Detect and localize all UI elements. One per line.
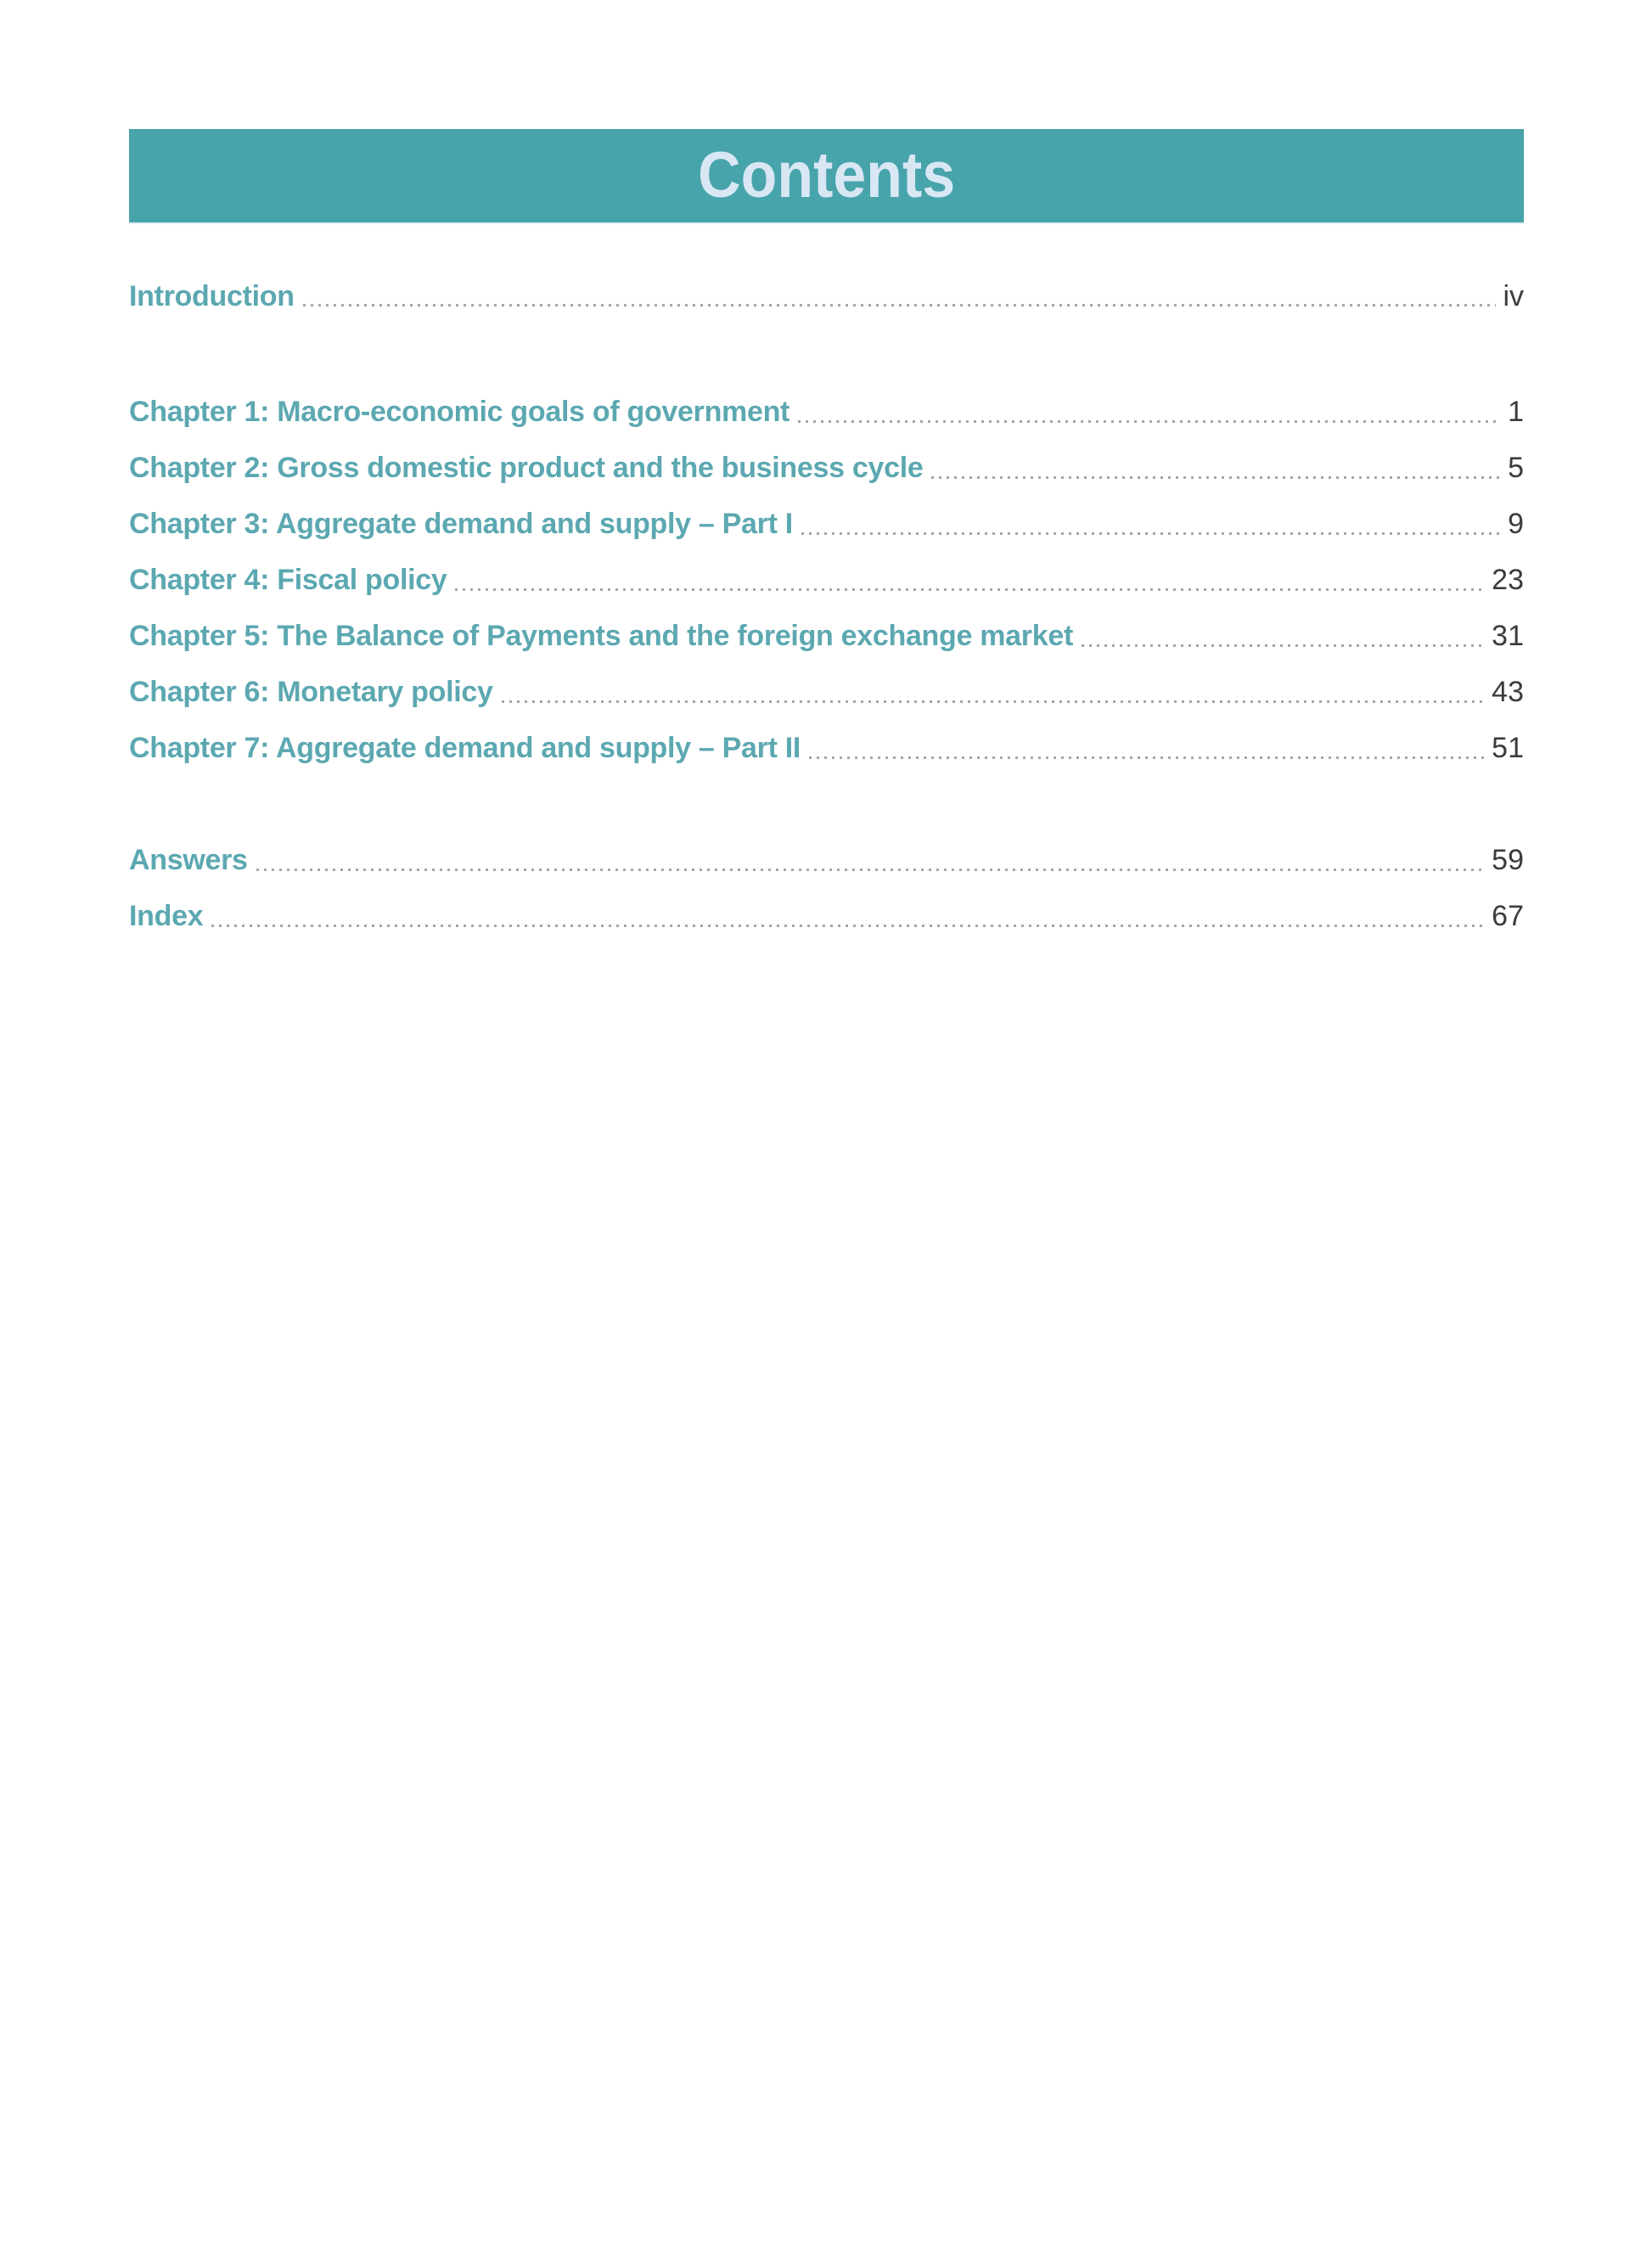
toc-row	[129, 440, 1524, 496]
toc-dot-leader	[502, 664, 1486, 720]
toc-dot-leader	[256, 832, 1486, 888]
toc-row	[129, 608, 1524, 664]
toc-dot-leader	[303, 277, 1497, 316]
toc-row	[129, 832, 1524, 888]
toc-dot-leader	[798, 384, 1501, 440]
toc-entry-label: Chapter 1: Macro-economic goals of government	[129, 396, 790, 428]
toc-entry-label: Answers	[129, 844, 248, 876]
toc-dot-leader	[931, 440, 1501, 496]
toc-entry-label: Chapter 4: Fiscal policy	[129, 564, 447, 596]
toc-row	[129, 496, 1524, 552]
toc-row	[129, 664, 1524, 720]
toc-page-number: 1	[1508, 396, 1524, 428]
page-title: Contents	[698, 139, 955, 211]
toc-dot-leader	[801, 496, 1501, 552]
toc-page-number: 31	[1492, 620, 1524, 652]
toc-back-matter	[129, 832, 1524, 944]
toc-chapters	[129, 384, 1524, 776]
toc-page-number: 23	[1492, 564, 1524, 596]
toc-row	[129, 888, 1524, 944]
toc-entry-label: Chapter 6: Monetary policy	[129, 676, 493, 708]
toc-dot-leader	[455, 552, 1485, 608]
toc-row	[129, 720, 1524, 776]
toc-row	[129, 277, 1524, 316]
toc-dot-leader	[809, 720, 1485, 776]
contents-banner	[129, 129, 1524, 222]
toc-entry-label: Introduction	[129, 280, 295, 312]
table-of-contents	[129, 222, 1524, 944]
toc-row	[129, 552, 1524, 608]
toc-row	[129, 384, 1524, 440]
toc-page-number: iv	[1503, 280, 1524, 312]
toc-entry-label: Chapter 3: Aggregate demand and supply – Part I	[129, 508, 793, 540]
toc-page-number: 59	[1492, 844, 1524, 876]
toc-entry-label: Chapter 2: Gross domestic product and the business cycle	[129, 452, 924, 484]
toc-entry-label: Chapter 7: Aggregate demand and supply – Part II	[129, 732, 801, 764]
toc-page-number: 43	[1492, 676, 1524, 708]
toc-dot-leader	[211, 888, 1485, 944]
toc-page-number: 51	[1492, 732, 1524, 764]
toc-entry-label: Chapter 5: The Balance of Payments and the foreign exchange market	[129, 620, 1073, 652]
toc-front-matter	[129, 277, 1524, 316]
toc-dot-leader	[1082, 608, 1485, 664]
toc-entry-label: Index	[129, 900, 204, 932]
toc-page-number: 67	[1492, 900, 1524, 932]
toc-page-number: 5	[1508, 452, 1524, 484]
toc-page-number: 9	[1508, 508, 1524, 540]
